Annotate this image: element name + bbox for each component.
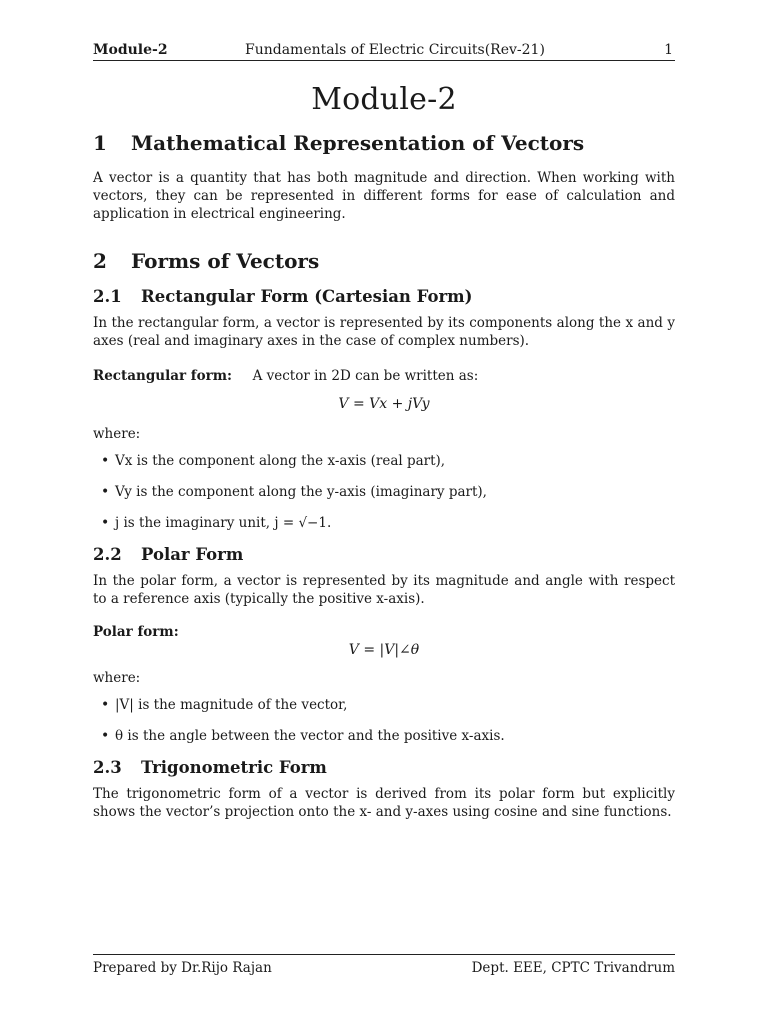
list-item: • |V| is the magnitude of the vector,: [101, 697, 348, 713]
footer-author: Prepared by Dr.Rijo Rajan: [93, 960, 272, 976]
subsection-2-1-body-text: In the rectangular form, a vector is represented by its components along the x and y axes (real and imaginary axes in the case of complex numbers).: [93, 315, 675, 349]
subsection-2-1-body: [93, 314, 675, 350]
header-page-number: 1: [664, 42, 673, 58]
subsection-2-3-number: 2.3: [93, 758, 122, 777]
bullet-icon: •: [101, 697, 110, 713]
rectangular-form-paragraph: [93, 368, 675, 384]
subsection-2-1-number: 2.1: [93, 287, 122, 306]
list-item: • θ is the angle between the vector and the positive x-axis.: [101, 728, 505, 744]
subsection-2-1-heading: [93, 287, 675, 306]
page-header: [93, 40, 675, 61]
list-item: • j is the imaginary unit, j = √−1.: [101, 515, 332, 531]
polar-form-paragraph: [93, 624, 675, 640]
section-1-number: 1: [93, 131, 107, 155]
rectangular-equation: V = Vx + jVy: [338, 396, 430, 412]
bullet-icon: •: [101, 728, 110, 744]
bullet-icon: •: [101, 453, 110, 469]
rectangular-form-text: A vector in 2D can be written as:: [252, 368, 479, 384]
bullet-icon: •: [101, 515, 110, 531]
subsection-2-2-number: 2.2: [93, 545, 122, 564]
rectangular-where: where:: [93, 426, 141, 442]
section-2-title: Forms of Vectors: [131, 249, 320, 273]
polar-equation: V = |V|∠θ: [348, 642, 420, 658]
document-title: Module-2: [311, 82, 457, 117]
rectangular-form-label: Rectangular form:: [93, 368, 232, 384]
footer-dept: Dept. EEE, CPTC Trivandrum: [471, 960, 675, 976]
polar-form-label: Polar form:: [93, 624, 179, 640]
page-footer: [93, 954, 675, 977]
header-course: Fundamentals of Electric Circuits(Rev-21): [245, 42, 545, 58]
page-content: [93, 76, 675, 821]
section-1-heading: [93, 131, 675, 155]
subsection-2-2-title: Polar Form: [141, 545, 244, 564]
bullet-icon: •: [101, 484, 110, 500]
polar-where: where:: [93, 670, 141, 686]
section-1-title: Mathematical Representation of Vectors: [131, 131, 585, 155]
rectangular-bullet-list: [93, 452, 675, 532]
subsection-2-3-heading: [93, 758, 675, 777]
list-item: • Vy is the component along the y-axis (imaginary part),: [101, 484, 487, 500]
section-1-body: A vector is a quantity that has both magnitude and direction. When working with vectors, they can be represented in different forms for ease of calculation and application in electrical engineering.: [93, 170, 675, 222]
section-2-number: 2: [93, 249, 107, 273]
header-module: Module-2: [93, 42, 168, 58]
subsection-2-3-body: The trigonometric form of a vector is derived from its polar form but explicitly shows the vector’s projection onto the x- and y-axes using cosine and sine functions.: [93, 786, 675, 820]
list-item: • Vx is the component along the x-axis (real part),: [101, 453, 446, 469]
subsection-2-2-body: In the polar form, a vector is represented by its magnitude and angle with respect to a reference axis (typically the positive x-axis).: [93, 573, 675, 607]
subsection-2-2-heading: [93, 545, 675, 564]
subsection-2-3-title: Trigonometric Form: [141, 758, 327, 777]
polar-bullet-list: [93, 696, 675, 745]
subsection-2-1-title: Rectangular Form (Cartesian Form): [141, 287, 473, 306]
section-2-heading: [93, 249, 675, 273]
